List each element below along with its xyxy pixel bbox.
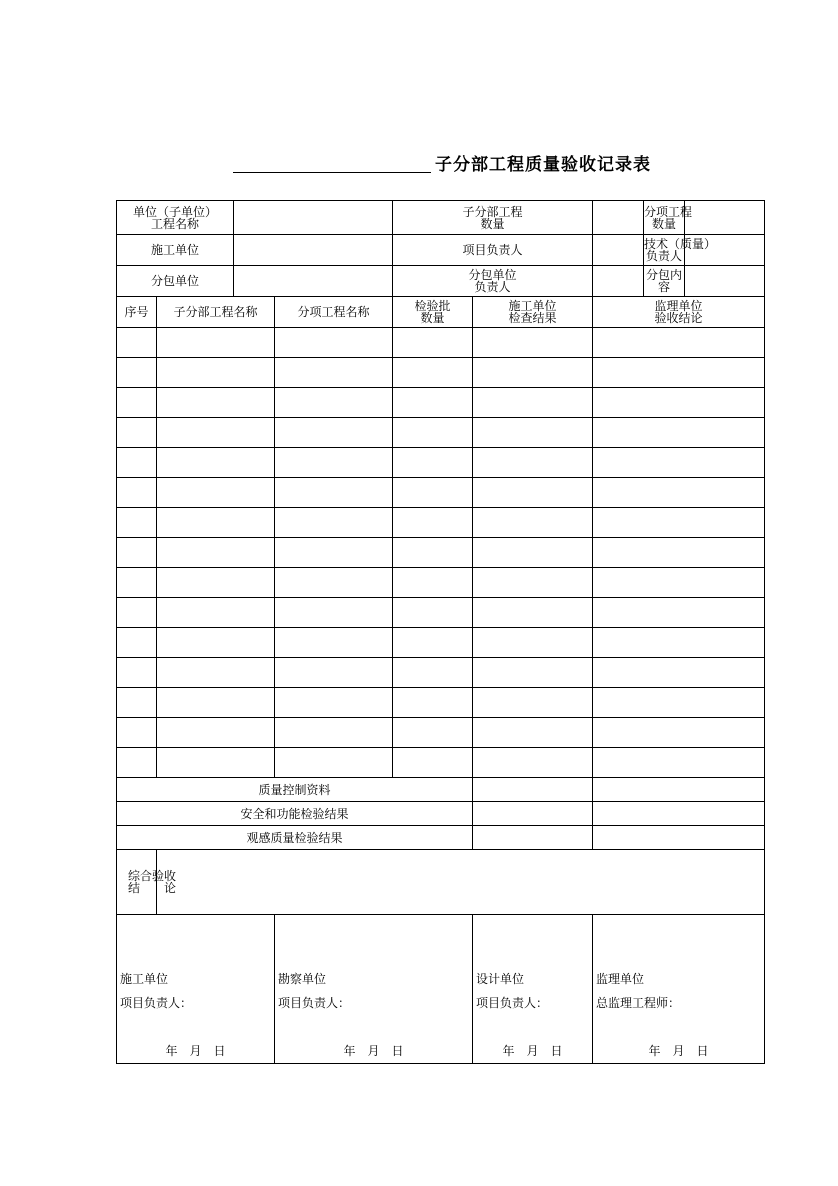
acceptance-form	[116, 200, 764, 1064]
table-row	[117, 328, 765, 358]
cell-subpart-name[interactable]	[157, 448, 275, 478]
table-row	[117, 628, 765, 658]
signature-unit: 设计单位	[476, 972, 525, 986]
cell-supervisor-conclusion[interactable]	[593, 478, 765, 508]
cell-batch-count[interactable]	[393, 718, 473, 748]
unit-name-value[interactable]	[234, 201, 393, 235]
summary-appearance-label: 观感质量检验结果	[117, 826, 473, 850]
table-row	[117, 718, 765, 748]
subcontractor-manager-label: 分包单位 负责人	[393, 266, 593, 297]
contractor-value[interactable]	[234, 235, 393, 266]
table-row	[117, 748, 765, 778]
signature-supervisor[interactable]	[593, 915, 765, 1064]
form-table	[116, 200, 765, 1064]
cell-contractor-result[interactable]	[473, 388, 593, 418]
summary-safety-result[interactable]	[473, 802, 593, 826]
project-manager-label: 项目负责人	[393, 235, 593, 266]
cell-contractor-result[interactable]	[473, 658, 593, 688]
cell-supervisor-conclusion[interactable]	[593, 718, 765, 748]
cell-supervisor-conclusion[interactable]	[593, 598, 765, 628]
cell-seq[interactable]	[117, 418, 157, 448]
subpart-count-label: 子分部工程 数量	[393, 201, 593, 235]
cell-subpart-name[interactable]	[157, 478, 275, 508]
page-title: 子分部工程质量验收记录表	[435, 155, 651, 175]
cell-batch-count[interactable]	[393, 538, 473, 568]
cell-contractor-result[interactable]	[473, 688, 593, 718]
signature-responsible: 项目负责人：	[278, 996, 351, 1010]
cell-batch-count[interactable]	[393, 478, 473, 508]
cell-subpart-name[interactable]	[157, 628, 275, 658]
table-row	[117, 478, 765, 508]
table-row	[117, 658, 765, 688]
cell-subpart-name[interactable]	[157, 358, 275, 388]
title-area	[233, 146, 693, 176]
summary-safety-conclusion[interactable]	[593, 802, 765, 826]
table-row	[117, 358, 765, 388]
cell-contractor-result[interactable]	[473, 478, 593, 508]
signature-date: 年 月 日	[343, 1044, 404, 1058]
cell-item-name[interactable]	[275, 478, 393, 508]
cell-subpart-name[interactable]	[157, 538, 275, 568]
cell-seq[interactable]	[117, 748, 157, 778]
cell-subpart-name[interactable]	[157, 568, 275, 598]
cell-subpart-name[interactable]	[157, 598, 275, 628]
table-row	[117, 418, 765, 448]
signature-row	[117, 915, 765, 1064]
cell-seq[interactable]	[117, 628, 157, 658]
cell-contractor-result[interactable]	[473, 418, 593, 448]
cell-supervisor-conclusion[interactable]	[593, 538, 765, 568]
cell-supervisor-conclusion[interactable]	[593, 328, 765, 358]
cell-seq[interactable]	[117, 688, 157, 718]
cell-batch-count[interactable]	[393, 508, 473, 538]
cell-seq[interactable]	[117, 328, 157, 358]
cell-item-name[interactable]	[275, 388, 393, 418]
subcontract-content-value[interactable]	[685, 266, 765, 297]
summary-appearance-conclusion[interactable]	[593, 826, 765, 850]
cell-item-name[interactable]	[275, 568, 393, 598]
cell-batch-count[interactable]	[393, 658, 473, 688]
cell-seq[interactable]	[117, 718, 157, 748]
cell-contractor-result[interactable]	[473, 598, 593, 628]
cell-batch-count[interactable]	[393, 418, 473, 448]
table-row	[117, 388, 765, 418]
cell-contractor-result[interactable]	[473, 718, 593, 748]
header-item-name: 分项工程名称	[275, 297, 393, 328]
unit-name-label: 单位（子单位） 工程名称	[117, 201, 234, 235]
cell-subpart-name[interactable]	[157, 748, 275, 778]
cell-batch-count[interactable]	[393, 388, 473, 418]
cell-contractor-result[interactable]	[473, 568, 593, 598]
header-subpart-name: 子分部工程名称	[157, 297, 275, 328]
cell-seq[interactable]	[117, 598, 157, 628]
table-row	[117, 568, 765, 598]
header-contractor-result: 施工单位 检查结果	[473, 297, 593, 328]
signature-contractor[interactable]	[117, 915, 275, 1064]
cell-batch-count[interactable]	[393, 568, 473, 598]
header-seq: 序号	[117, 297, 157, 328]
cell-batch-count[interactable]	[393, 688, 473, 718]
header-supervisor-conclusion: 监理单位 验收结论	[593, 297, 765, 328]
signature-survey[interactable]	[275, 915, 473, 1064]
cell-seq[interactable]	[117, 388, 157, 418]
cell-contractor-result[interactable]	[473, 508, 593, 538]
signature-design[interactable]	[473, 915, 593, 1064]
signature-date: 年 月 日	[502, 1044, 563, 1058]
cell-supervisor-conclusion[interactable]	[593, 358, 765, 388]
summary-quality-docs-label: 质量控制资料	[117, 778, 473, 802]
table-row	[117, 688, 765, 718]
summary-quality-docs-conclusion[interactable]	[593, 778, 765, 802]
summary-safety-label: 安全和功能检验结果	[117, 802, 473, 826]
signature-unit: 施工单位	[120, 972, 169, 986]
signature-unit: 勘察单位	[278, 972, 327, 986]
conclusion-value[interactable]	[157, 850, 765, 915]
cell-supervisor-conclusion[interactable]	[593, 448, 765, 478]
cell-item-name[interactable]	[275, 358, 393, 388]
cell-supervisor-conclusion[interactable]	[593, 418, 765, 448]
conclusion-label-cell	[117, 850, 177, 915]
signature-date: 年 月 日	[165, 1044, 226, 1058]
subcontractor-value[interactable]	[234, 266, 393, 297]
cell-batch-count[interactable]	[393, 358, 473, 388]
cell-subpart-name[interactable]	[157, 388, 275, 418]
cell-supervisor-conclusion[interactable]	[593, 748, 765, 778]
signature-unit: 监理单位	[596, 972, 645, 986]
cell-contractor-result[interactable]	[473, 448, 593, 478]
signature-responsible: 项目负责人：	[120, 996, 193, 1010]
conclusion-label: 综合验收 结 论	[128, 869, 177, 895]
cell-item-name[interactable]	[275, 328, 393, 358]
data-rows	[117, 328, 765, 778]
cell-item-name[interactable]	[275, 628, 393, 658]
subcontractor-manager-value[interactable]	[593, 266, 644, 297]
cell-item-name[interactable]	[275, 718, 393, 748]
cell-item-name[interactable]	[275, 538, 393, 568]
cell-item-name[interactable]	[275, 508, 393, 538]
cell-seq[interactable]	[117, 538, 157, 568]
cell-subpart-name[interactable]	[157, 688, 275, 718]
signature-responsible: 项目负责人：	[476, 996, 549, 1010]
cell-item-name[interactable]	[275, 598, 393, 628]
cell-item-name[interactable]	[275, 688, 393, 718]
cell-batch-count[interactable]	[393, 628, 473, 658]
cell-seq[interactable]	[117, 478, 157, 508]
cell-contractor-result[interactable]	[473, 748, 593, 778]
table-row	[117, 448, 765, 478]
cell-supervisor-conclusion[interactable]	[593, 568, 765, 598]
item-count-label: 分项工程 数量	[644, 201, 685, 235]
cell-item-name[interactable]	[275, 658, 393, 688]
cell-batch-count[interactable]	[393, 328, 473, 358]
summary-quality-docs-result[interactable]	[473, 778, 593, 802]
subpart-count-value[interactable]	[593, 201, 644, 235]
cell-contractor-result[interactable]	[473, 628, 593, 658]
cell-contractor-result[interactable]	[473, 358, 593, 388]
cell-item-name[interactable]	[275, 448, 393, 478]
table-header-row	[117, 297, 765, 328]
cell-batch-count[interactable]	[393, 748, 473, 778]
cell-seq[interactable]	[117, 448, 157, 478]
signature-responsible: 总监理工程师：	[596, 996, 681, 1010]
project-manager-value[interactable]	[593, 235, 644, 266]
cell-supervisor-conclusion[interactable]	[593, 628, 765, 658]
cell-batch-count[interactable]	[393, 448, 473, 478]
cell-supervisor-conclusion[interactable]	[593, 508, 765, 538]
header-batch-count: 检验批 数量	[393, 297, 473, 328]
cell-subpart-name[interactable]	[157, 418, 275, 448]
subcontract-content-label: 分包内容	[644, 266, 685, 297]
cell-subpart-name[interactable]	[157, 328, 275, 358]
table-row	[117, 538, 765, 568]
cell-item-name[interactable]	[275, 418, 393, 448]
contractor-label: 施工单位	[117, 235, 234, 266]
table-row	[117, 508, 765, 538]
cell-supervisor-conclusion[interactable]	[593, 388, 765, 418]
cell-subpart-name[interactable]	[157, 508, 275, 538]
cell-supervisor-conclusion[interactable]	[593, 688, 765, 718]
item-count-value[interactable]	[685, 201, 765, 235]
cell-contractor-result[interactable]	[473, 328, 593, 358]
table-row	[117, 598, 765, 628]
cell-subpart-name[interactable]	[157, 718, 275, 748]
signature-date: 年 月 日	[648, 1044, 709, 1058]
cell-item-name[interactable]	[275, 748, 393, 778]
title-blank-line[interactable]	[233, 172, 431, 173]
cell-seq[interactable]	[117, 658, 157, 688]
cell-seq[interactable]	[117, 568, 157, 598]
cell-supervisor-conclusion[interactable]	[593, 658, 765, 688]
cell-seq[interactable]	[117, 358, 157, 388]
subcontractor-label: 分包单位	[117, 266, 234, 297]
tech-manager-label: 技术（质量） 负责人	[644, 235, 685, 266]
cell-contractor-result[interactable]	[473, 538, 593, 568]
cell-batch-count[interactable]	[393, 598, 473, 628]
cell-seq[interactable]	[117, 508, 157, 538]
cell-subpart-name[interactable]	[157, 658, 275, 688]
summary-appearance-result[interactable]	[473, 826, 593, 850]
